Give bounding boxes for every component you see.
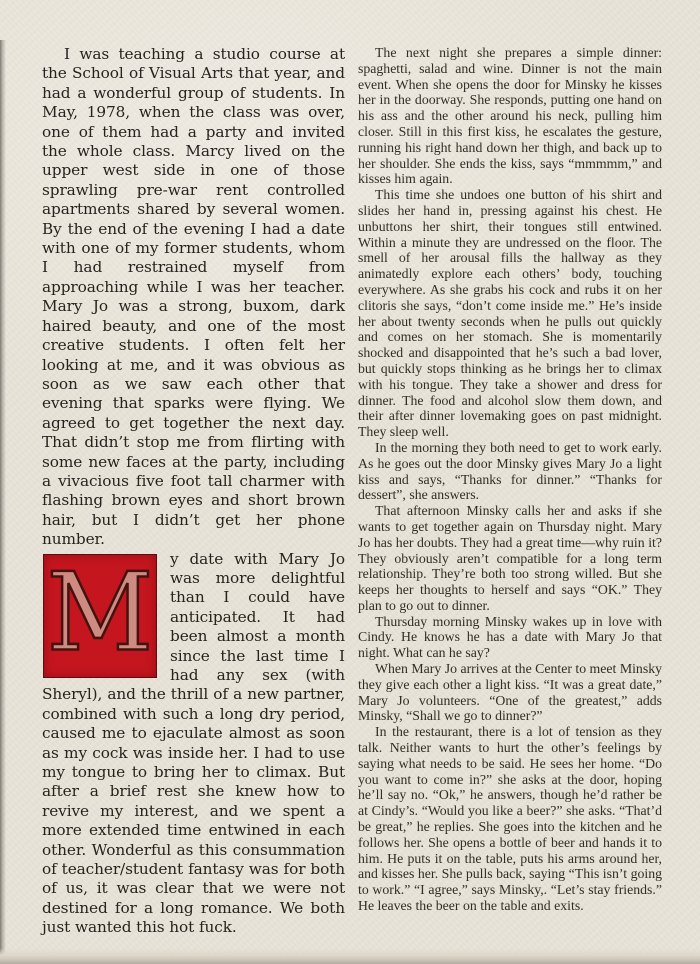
page-bottom-edge-shadow (0, 948, 700, 964)
dropcap-paragraph-text: y date with Mary Jo was more delightful than I could have anticipated. It had been almost a month since the last time I had any sex (with Sheryl), and the thrill of a new partner, combined with such a long dry period, caused me to ejaculate almost as soon as my cock was inside her. I had to use my tongue to bring her to climax. But after a brief rest she knew how to revive my interest, and we spent a more extended time entwined in each other. Wonderful as this consummation of teacher/student fantasy was for both of us, it was clear that we were not destined for a long romance. We both just wanted this hot fuck. (42, 549, 345, 937)
page-left-edge-shadow (0, 40, 6, 956)
paragraph: I was teaching a studio course at the School of Visual Arts that year, and had a wonderful group of students. In May, 1978, when the class was over, one of them had a party and invited the whole class. Marcy lived on the upper west side in one of those sprawling pre-war rent controlled apartments shared by several women. By the end of the evening I had a date with one of my former students, whom I had restrained myself from approaching while I was her teacher. Mary Jo was a strong, buxom, dark haired beauty, and one of the most creative students. I often felt her looking at me, and it was obvious as soon as we saw each other that evening that sparks were flying. We agreed to get together the next day. That didn’t stop me from flirting with some new faces at the party, including a vivacious five foot tall charmer with flashing brown eyes and short brown hair, but I didn’t get her phone number. (42, 45, 345, 549)
paragraph: In the morning they both need to get to work early. As he goes out the door Minsky gives Mary Jo a light kiss and says, “Thanks for dinner.” “Thanks for dessert”, she answers. (358, 439, 662, 503)
paragraph: When Mary Jo arrives at the Center to meet Minsky they give each other a light kiss. “It was a great date,” Mary Jo volunteers. “One of the greatest,” adds Minsky, “Shall we go to dinner?” (358, 661, 662, 724)
left-column (42, 45, 345, 938)
paragraph: This time she undoes one button of his shirt and slides her hand in, pressing against his chest. He unbuttons her shirt, their tongues still entwined. Within a minute they are undressed on the floor. The smell of her arousal fills the hallway as they animatedly explore each others’ body, touching everywhere. As she grabs his cock and rubs it on her clitoris she says, “don’t come inside me.” He’s inside her about twenty seconds when he pulls out quickly and comes on her stomach. She is momentarily shocked and disappointed that he’s such a bad lover, but quickly stops thinking as he brings her to climax with his tongue. They take a shower and dress for dinner. The food and alcohol slow them down, and their after dinner lovemaking goes on past midnight. They sleep well. (358, 187, 662, 440)
paragraph: In the restaurant, there is a lot of tension as they talk. Neither wants to hurt the other’s feelings by saying what needs to be said. He sees her home. “Do you want to come in?” she asks at the door, hoping he’ll say no. “Ok,” he answers, though he’d rather be at Cindy’s. “Would you like a beer?” she asks. “That’d be great,” he replies. She goes into the kitchen and he follows her. She opens a bottle of beer and hands it to him. He puts it on the table, puts his arms around her, and kisses her. She pulls back, saying “This isn’t going to work.” “I agree,” says Minsky,. “Let’s stay friends.” He leaves the beer on the table and exits. (358, 724, 662, 914)
right-column (358, 45, 662, 938)
paragraph: The next night she prepares a simple dinner: spaghetti, salad and wine. Dinner is not the main event. When she opens the door for Minsky he kisses her in the doorway. She responds, putting one hand on his ass and the other around his neck, pulling him closer. Still in this first kiss, he escalates the gesture, running his right hand down her thigh, and back up to her shoulder. She ends the kiss, says “mmmmm,” and kisses him again. (358, 45, 662, 187)
dropcap-paragraph (42, 550, 345, 938)
dropcap-box (43, 548, 157, 678)
paragraph: Thursday morning Minsky wakes up in love with Cindy. He knows he has a date with Mary Jo that night. What can he say? (358, 613, 662, 661)
two-column-text-layout (42, 45, 700, 938)
dropcap-letter: M (46, 548, 154, 676)
paragraph: That afternoon Minsky calls her and asks if she wants to get together again on Thursday night. Mary Jo has her doubts. They had a great time—why ruin it? They obviously aren’t compatible for a long term relationship. They’re both too strong willed. But she keeps her thoughts to herself and says “OK.” They plan to go out to dinner. (358, 503, 662, 613)
